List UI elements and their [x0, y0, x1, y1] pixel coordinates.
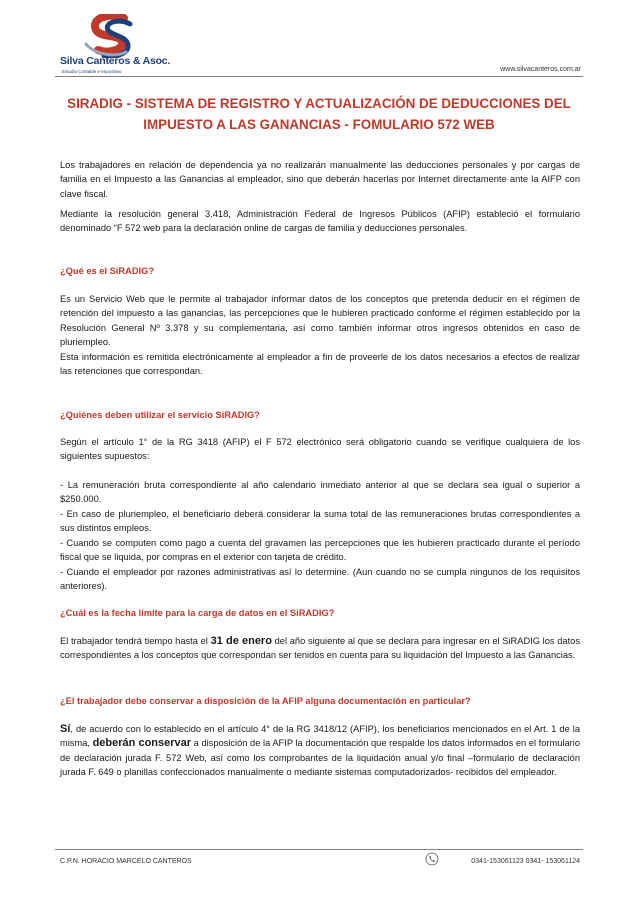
- company-logo: [52, 14, 202, 74]
- page-title: SIRADIG - SISTEMA DE REGISTRO Y ACTUALIZACIÓN DE DEDUCCIONES DEL IMPUESTO A LAS GANANCIAS - FOMULARIO 572 WEB: [67, 96, 571, 132]
- logo-tagline: Estudio Contable e Impositivo: [62, 69, 122, 74]
- footer-divider: [55, 849, 583, 850]
- s3-paragraph: [60, 634, 580, 663]
- logo-name: Silva Canteros & Asoc.: [60, 55, 171, 67]
- s3-post: del año siguiente al que se declara para ingresar en el SiRADIG los datos correspondientes a los conceptos que correspondan ser tenidos en cuenta para su liquidación del Impuesto a las Ganancias.: [60, 636, 580, 661]
- s1-paragraph-1: Es un Servicio Web que le permite al trabajador informar datos de los conceptos que pretenda deducir en el régimen de retención del impuesto a las ganancias, las percepciones que le hubieren practicado conforme el régimen establecido por la Resolución General Nº 3.378 y su complementaria, así como también informar otros ingresos obtenidos en caso de pluriempleo.: [60, 294, 580, 347]
- keep-emphasis: deberán conservar: [92, 737, 192, 750]
- website-link[interactable]: www.silvacanteros.com.ar: [500, 66, 581, 73]
- s4-mid-2: a disposición de la AFIP la documentación que respalde los datos informados en el formulario de declaración jurada F. 572 Web, así como los comprobantes de la liquidación anual y/o final –formulario de declaración jurada F. 649 o planillas confeccionados manualmente o mediante sistemas computadorizados- recibidos del empleador.: [60, 738, 580, 777]
- s2-bullet-4: - Cuando el empleador por razones administrativas así lo determine. (Aun cuando no se cumpla ningunos de los requisitos anteriores).: [60, 567, 580, 592]
- question-heading-3: ¿Cuál es la fecha límite para la carga de datos en el SiRADIG?: [60, 608, 335, 618]
- s1-paragraph-2: Esta información es remitida electrónicamente al empleador a fin de proveerle de los datos necesarios a efectos de realizar las retenciones que correspondan.: [60, 352, 580, 377]
- s4-paragraph: [60, 722, 580, 779]
- s2-paragraph-1: Según el artículo 1° de la RG 3418 (AFIP) el F 572 electrónico será obligatorio cuando se verifique cualquiera de los siguientes supuestos:: [60, 437, 580, 462]
- header-divider: [55, 76, 583, 77]
- s2-bullet-2: - En caso de pluriempleo, el beneficiario deberá considerar la suma total de las remuneraciones brutas correspondientes a sus distintos empleos.: [60, 509, 580, 534]
- s4-mid-1: , de acuerdo con lo establecido en el artículo 4° de la RG 3418/12 (AFIP), los beneficiarios mencionados en el Art. 1 de la misma,: [60, 724, 580, 749]
- answer-yes: Sí: [60, 723, 71, 735]
- footer-phones: 0341-153061123 0341- 153061124: [471, 858, 580, 865]
- s3-pre: El trabajador tendrá tiempo hasta el: [60, 636, 211, 646]
- deadline-date: 31 de enero: [210, 635, 272, 647]
- s2-bullet-1: - La remuneración bruta correspondiente al año calendario inmediato anterior al que se declara sea igual o superior a $250.000.: [60, 480, 580, 505]
- question-heading-2: ¿Quiénes deben utilizar el servicio SiRADIG?: [60, 410, 260, 420]
- question-heading-1: ¿Qué es el SiRADIG?: [60, 266, 155, 276]
- intro-paragraph-1: Los trabajadores en relación de dependencia ya no realizarán manualmente las deducciones personales y por cargas de familia en el Impuesto a las Ganancias al empleador, sino que deberán hacerlas por Internet directamente ante la AIFP con clave fiscal.: [60, 160, 580, 199]
- phone-icon: [425, 852, 439, 866]
- intro-paragraph-2: Mediante la resolución general 3.418, Administración Federal de Ingresos Públicos (AFIP) estableció el formulario denominado “F 572 web para la declaración online de cargas de familia y deducciones personales.: [60, 209, 580, 234]
- question-heading-4: ¿El trabajador debe conservar a disposición de la AFIP alguna documentación en particular?: [60, 696, 471, 706]
- footer-author: C.P.N. HORACIO MARCELO CANTEROS: [60, 858, 192, 865]
- logo-swirl-icon: [80, 14, 140, 58]
- s2-bullet-3: - Cuando se computen como pago a cuenta del gravamen las percepciones que les hubieren practicado durante el período fiscal que se liquida, por compras en el exterior con tarjeta de crédito.: [60, 538, 580, 563]
